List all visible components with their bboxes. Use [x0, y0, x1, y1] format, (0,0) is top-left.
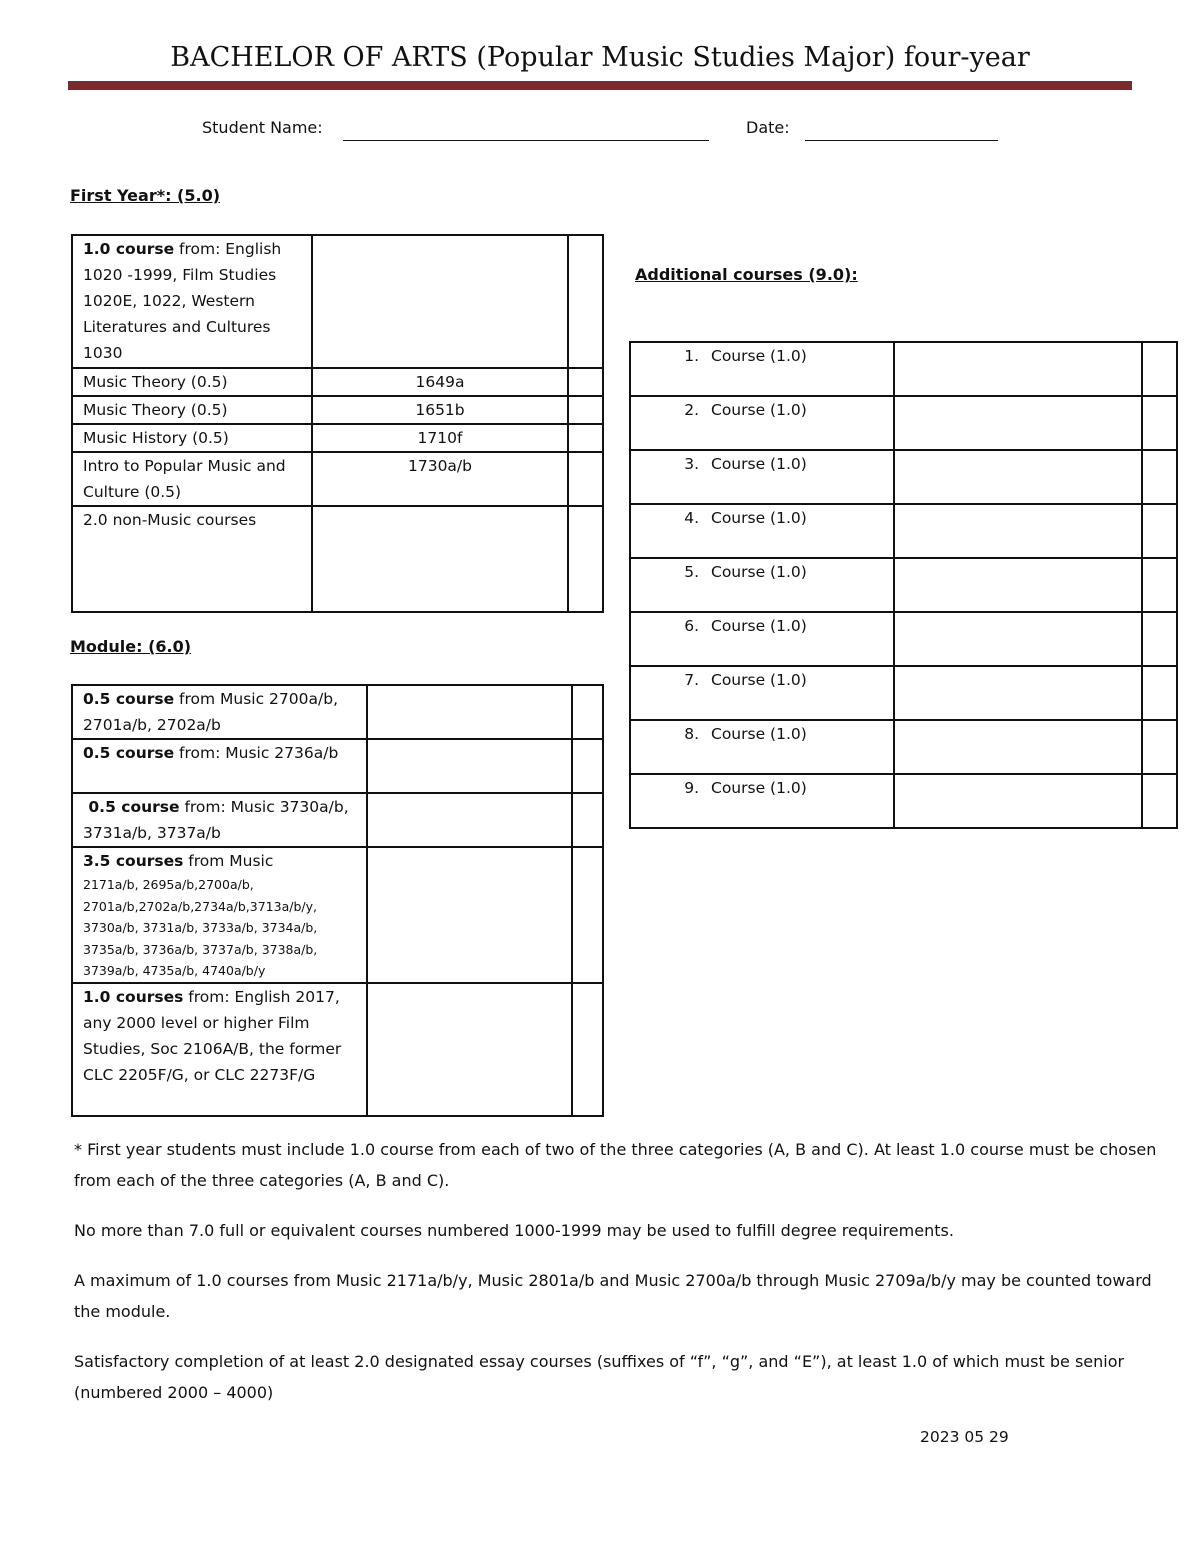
- title-divider: [68, 81, 1132, 90]
- check-cell[interactable]: [1142, 774, 1177, 828]
- additional-courses-heading: Additional courses (9.0):: [635, 265, 858, 284]
- requirement-cell: 3.5 courses from Music 2171a/b, 2695a/b,2700a/b, 2701a/b,2702a/b,2734a/b,3713a/b/y, 3730a/b, 3731a/b, 3733a/b, 3734a/b, 3735a/b, 3736a/b, 3737a/b, 3738a/b, 3739a/b, 4735a/b, 4740a/b/y: [72, 847, 367, 983]
- check-cell[interactable]: [568, 396, 603, 424]
- requirement-cell: Music Theory (0.5): [72, 396, 312, 424]
- course-entry-cell[interactable]: [894, 774, 1142, 828]
- note-paragraph: * First year students must include 1.0 course from each of two of the three categories (A, B and C). At least 1.0 course must be chosen from each of the three categories (A, B and C).: [74, 1140, 1157, 1190]
- table-row: [630, 504, 1177, 558]
- table-row: [72, 739, 603, 793]
- table-row: [630, 342, 1177, 396]
- course-entry-cell[interactable]: [894, 396, 1142, 450]
- requirement-cell: 0.5 course from Music 2700a/b, 2701a/b, 2702a/b: [72, 685, 367, 739]
- course-label-cell: 1. Course (1.0): [630, 342, 894, 396]
- course-label-cell: 2. Course (1.0): [630, 396, 894, 450]
- requirement-cell: Intro to Popular Music and Culture (0.5): [72, 452, 312, 506]
- requirement-cell: 2.0 non-Music courses: [72, 506, 312, 612]
- check-cell[interactable]: [568, 368, 603, 396]
- course-entry-cell[interactable]: [894, 450, 1142, 504]
- table-row: [72, 396, 603, 424]
- check-cell[interactable]: [572, 983, 603, 1116]
- date-field[interactable]: [805, 140, 998, 141]
- course-entry-cell[interactable]: [367, 793, 572, 847]
- course-entry-cell[interactable]: [312, 506, 568, 612]
- revision-date: 2023 05 29: [920, 1428, 1009, 1446]
- first-year-heading: First Year*: (5.0): [70, 186, 221, 205]
- notes-section: [74, 1134, 1164, 1427]
- page-title: BACHELOR OF ARTS (Popular Music Studies Major) four-year: [170, 42, 1030, 73]
- course-code-cell: 1730a/b: [312, 452, 568, 506]
- table-row: [72, 235, 603, 368]
- table-row: [630, 396, 1177, 450]
- table-row: [72, 847, 603, 983]
- check-cell[interactable]: [572, 793, 603, 847]
- student-name-label: Student Name:: [202, 118, 323, 137]
- course-entry-cell[interactable]: [894, 720, 1142, 774]
- table-row: [72, 452, 603, 506]
- check-cell[interactable]: [1142, 396, 1177, 450]
- check-cell[interactable]: [1142, 342, 1177, 396]
- module-table: [71, 684, 604, 1117]
- check-cell[interactable]: [1142, 558, 1177, 612]
- course-entry-cell[interactable]: [367, 685, 572, 739]
- table-row: [72, 983, 603, 1116]
- note-paragraph: Satisfactory completion of at least 2.0 designated essay courses (suffixes of “f”, “g”, and “E”), at least 1.0 of which must be senior (numbered 2000 – 4000): [74, 1352, 1125, 1402]
- course-label-cell: 7. Course (1.0): [630, 666, 894, 720]
- course-entry-cell[interactable]: [894, 666, 1142, 720]
- table-row: [72, 368, 603, 396]
- check-cell[interactable]: [568, 452, 603, 506]
- course-code-cell: 1649a: [312, 368, 568, 396]
- course-entry-cell[interactable]: [894, 342, 1142, 396]
- course-entry-cell[interactable]: [894, 558, 1142, 612]
- check-cell[interactable]: [1142, 666, 1177, 720]
- check-cell[interactable]: [572, 739, 603, 793]
- check-cell[interactable]: [1142, 450, 1177, 504]
- table-row: [630, 774, 1177, 828]
- course-entry-cell[interactable]: [312, 235, 568, 368]
- course-entry-cell[interactable]: [894, 612, 1142, 666]
- table-row: [630, 558, 1177, 612]
- check-cell[interactable]: [1142, 720, 1177, 774]
- table-row: [630, 720, 1177, 774]
- additional-courses-table: [629, 341, 1178, 829]
- table-row: [72, 506, 603, 612]
- first-year-table: [71, 234, 604, 613]
- course-entry-cell[interactable]: [367, 983, 572, 1116]
- table-row: [630, 450, 1177, 504]
- check-cell[interactable]: [572, 685, 603, 739]
- course-entry-cell[interactable]: [367, 847, 572, 983]
- check-cell[interactable]: [1142, 612, 1177, 666]
- table-row: [72, 424, 603, 452]
- requirement-cell: 1.0 courses from: English 2017, any 2000 level or higher Film Studies, Soc 2106A/B, the former CLC 2205F/G, or CLC 2273F/G: [72, 983, 367, 1116]
- requirement-cell: Music Theory (0.5): [72, 368, 312, 396]
- course-label-cell: 9. Course (1.0): [630, 774, 894, 828]
- table-row: [630, 612, 1177, 666]
- check-cell[interactable]: [568, 424, 603, 452]
- course-entry-cell[interactable]: [894, 504, 1142, 558]
- table-row: [630, 666, 1177, 720]
- requirement-cell: 1.0 course from: English 1020 -1999, Film Studies 1020E, 1022, Western Literatures and Cultures 1030: [72, 235, 312, 368]
- course-entry-cell[interactable]: [367, 739, 572, 793]
- course-label-cell: 4. Course (1.0): [630, 504, 894, 558]
- course-label-cell: 8. Course (1.0): [630, 720, 894, 774]
- course-code-cell: 1710f: [312, 424, 568, 452]
- course-code-cell: 1651b: [312, 396, 568, 424]
- requirement-cell: 0.5 course from: Music 2736a/b: [72, 739, 367, 793]
- note-paragraph: A maximum of 1.0 courses from Music 2171a/b/y, Music 2801a/b and Music 2700a/b through Music 2709a/b/y may be counted toward the module.: [74, 1271, 1152, 1321]
- module-heading: Module: (6.0): [70, 637, 192, 656]
- requirement-cell: 0.5 course from: Music 3730a/b, 3731a/b, 3737a/b: [72, 793, 367, 847]
- course-label-cell: 6. Course (1.0): [630, 612, 894, 666]
- check-cell[interactable]: [568, 506, 603, 612]
- course-label-cell: 3. Course (1.0): [630, 450, 894, 504]
- table-row: [72, 685, 603, 739]
- check-cell[interactable]: [1142, 504, 1177, 558]
- table-row: [72, 793, 603, 847]
- requirement-cell: Music History (0.5): [72, 424, 312, 452]
- course-label-cell: 5. Course (1.0): [630, 558, 894, 612]
- check-cell[interactable]: [572, 847, 603, 983]
- check-cell[interactable]: [568, 235, 603, 368]
- student-name-field[interactable]: [343, 140, 709, 141]
- date-label: Date:: [746, 118, 790, 137]
- note-paragraph: No more than 7.0 full or equivalent courses numbered 1000-1999 may be used to fulfill degree requirements.: [74, 1221, 954, 1240]
